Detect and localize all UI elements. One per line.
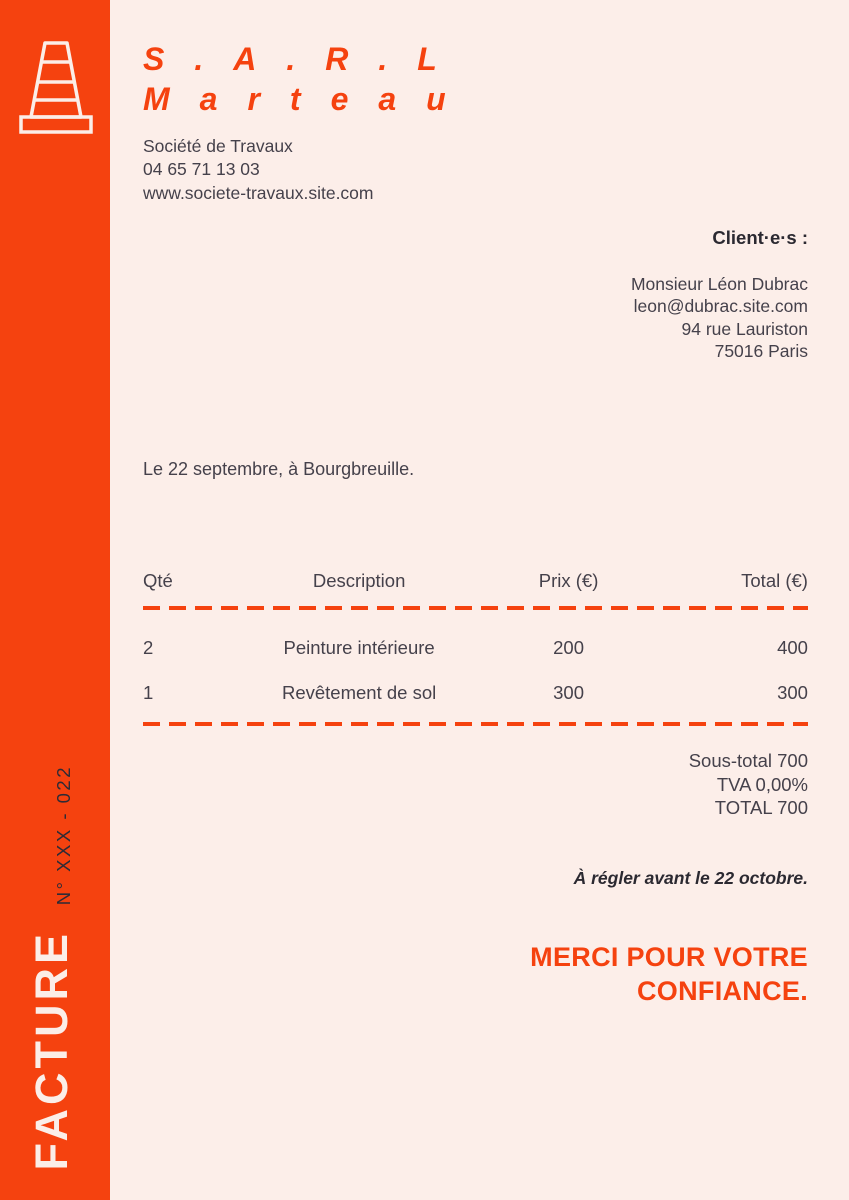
table-row xyxy=(143,681,808,705)
company-name xyxy=(143,39,476,119)
grand-total-line: TOTAL 700 xyxy=(714,797,808,818)
thank-you-message xyxy=(530,940,808,1008)
payment-due-note: À régler avant le 22 octobre. xyxy=(573,868,808,888)
client-details xyxy=(631,273,808,362)
line-items-table xyxy=(143,568,808,726)
header-qty: Qté xyxy=(143,570,173,591)
thank-you-line2: CONFIANCE. xyxy=(637,976,808,1006)
row-total: 300 xyxy=(777,682,808,703)
sidebar xyxy=(0,0,110,1200)
table-divider-top xyxy=(143,606,808,610)
thank-you-line1: MERCI POUR VOTRE xyxy=(530,942,808,972)
row-qty: 1 xyxy=(143,682,154,703)
company-name-line2: Marteau xyxy=(143,81,476,117)
company-name-line1: S.A.R.L xyxy=(143,41,467,77)
row-description: Revêtement de sol xyxy=(281,682,437,703)
row-price: 300 xyxy=(553,682,585,703)
company-tagline: Société de Travaux xyxy=(143,136,293,156)
header-price: Prix (€) xyxy=(538,570,599,591)
client-section-label: Client·e·s : xyxy=(712,227,808,248)
document-type-label: FACTURE xyxy=(26,929,77,1170)
date-line: Le 22 septembre, à Bourgbreuille. xyxy=(143,459,415,479)
client-address-line1: 94 rue Lauriston xyxy=(681,318,808,339)
table-header-row xyxy=(143,568,808,594)
row-qty: 2 xyxy=(143,637,154,658)
totals-block xyxy=(689,749,808,820)
client-name: Monsieur Léon Dubrac xyxy=(630,274,808,294)
company-website: www.societe-travaux.site.com xyxy=(143,182,374,203)
client-email: leon@dubrac.site.com xyxy=(633,296,808,317)
header-total: Total (€) xyxy=(741,570,808,591)
row-price: 200 xyxy=(553,637,585,658)
table-row xyxy=(143,636,808,660)
table-divider-bottom xyxy=(143,722,808,726)
client-address-line2: 75016 Paris xyxy=(714,340,808,361)
row-total: 400 xyxy=(777,637,808,658)
tax-line: TVA 0,00% xyxy=(716,773,808,795)
subtotal-line: Sous-total 700 xyxy=(688,750,808,771)
company-info xyxy=(143,135,374,205)
invoice-number: N° XXX - 022 xyxy=(53,764,74,905)
row-description: Peinture intérieure xyxy=(283,637,435,658)
traffic-cone-icon xyxy=(19,41,93,135)
header-description: Description xyxy=(312,570,406,591)
company-phone: 04 65 71 13 03 xyxy=(143,159,260,180)
